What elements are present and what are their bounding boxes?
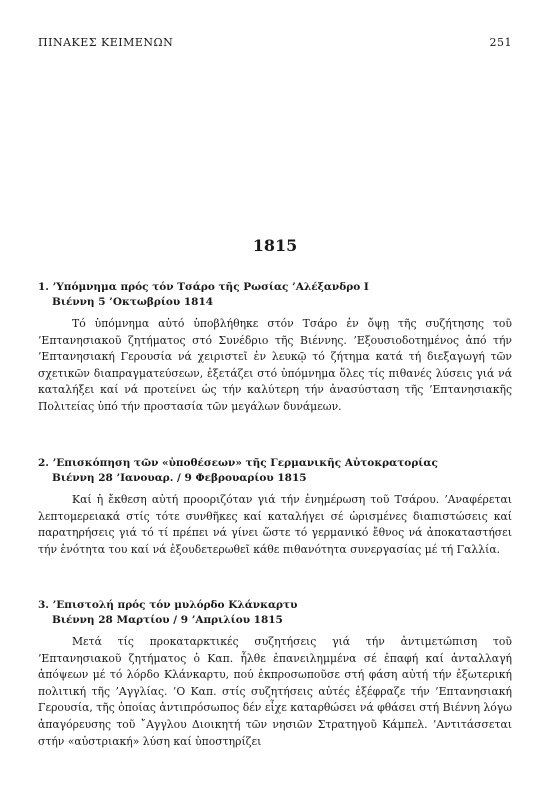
section-year-heading: 1815 (252, 236, 298, 255)
running-header (38, 36, 512, 49)
entry-title: 1. ’Υπόμνημα πρός τόν Τσάρο τῆς Ρωσίας ’Αλέξανδρο Ι (38, 281, 369, 293)
page-number: 251 (489, 36, 512, 49)
entry-date: Βιέννη 5 ’Οκτωβρίου 1814 (52, 296, 214, 308)
entry-title: 3. ’Επιστολή πρός τόν μυλόρδο Κλάνκαρτυ (38, 599, 298, 611)
entry-paragraph: Μετά τίς προκαταρκτικές συζητήσεις γιά τήν ἀντιμετώπιση τοῦ ’Επτανησιακοῦ ζητήματος ὁ Καπ. ἦλθε ἐπανειλημμένα σέ ἐπαφή καί ἀνταλλαγή ἀπόψεων μέ τό λόρδο Κλάνκαρτυ, πού ἐκπροσωποῦσε στή φάση αὐτή τήν ἐξωτερική πολιτική τῆς ’Αγγλίας. ’Ο Καπ. στίς συζητήσεις αὐτές ἐξέφραζε τήν ’Επτανησιακή Γερουσία, τῆς ὁποίας ἀντιπρόσωπος δέν εἶχε καταρθώσει νά φθάσει στή Βιέννη λόγω ἀπαγόρευσης τοῦ ῎Αγγλου Διοικητή τῶν νησιῶν Στρατηγοῦ Κάμπελ. ’Αντιτάσσεται στήν «αὐστριακή» λύση καί ὑποστηρίζει (38, 635, 512, 748)
document-entry (38, 598, 512, 750)
entry-body (38, 316, 512, 416)
document-entry (38, 456, 512, 558)
document-entry (38, 280, 512, 416)
entry-paragraph: Τό ὑπόμνημα αὐτό ὑποβλήθηκε στόν Τσάρο ἐν ὄψῃ τῆς συζήτησης τοῦ ’Επτανησιακοῦ ζητήματος στό Συνέδριο τῆς Βιέννης. ’Εξουσιοδοτημένος ἀπό τήν ’Επτανησιακή Γερουσία νά χειριστεῖ ἐν λευκῷ τό ζήτημα κατά τή διεξαγωγή τῶν σχετικῶν διαπραγματεύσεων, ἐξετάζει στό ὑπόμνημα ὅλες τίς πιθανές λύσεις γιά νά καταλήξει καί νά προτείνει ὡς τήν καλύτερη τήν ἀνασύσταση τῆς ’Επτανησιακῆς Πολιτείας ὑπό τήν προστασία τῶν μεγάλων δυνάμεων. (38, 317, 512, 413)
header-title: ΠΙΝΑΚΕΣ ΚΕΙΜΕΝΩΝ (38, 36, 174, 49)
entry-paragraph: Καί ἡ ἔκθεση αὐτή προοριζόταν γιά τήν ἐνημέρωση τοῦ Τσάρου. ’Αναφέρεται λεπτομερειακά στίς τότε συνθῆκες καί καταλήγει σέ ὡρισμένες διαπιστώσεις καί παρατηρήσεις γιά τό τί πρέπει νά γίνει ὥστε τό γερμανικό ἔθνος νά ἀποκαταστήσει τήν ἑνότητα του καί νά ἐξουδετερωθεῖ κάθε πιθανότητα συνεργασίας μέ τή Γαλλία. (38, 493, 512, 556)
entry-body (38, 492, 512, 558)
entry-title: 2. ’Επισκόπηση τῶν «ὑποθέσεων» τῆς Γερμανικῆς Αὐτοκρατορίας (38, 457, 438, 469)
entry-date: Βιέννη 28 ’Ιανουαρ. / 9 Φεβρουαρίου 1815 (52, 472, 307, 484)
entry-body (38, 634, 512, 750)
entry-date: Βιέννη 28 Μαρτίου / 9 ’Απριλίου 1815 (52, 614, 283, 626)
